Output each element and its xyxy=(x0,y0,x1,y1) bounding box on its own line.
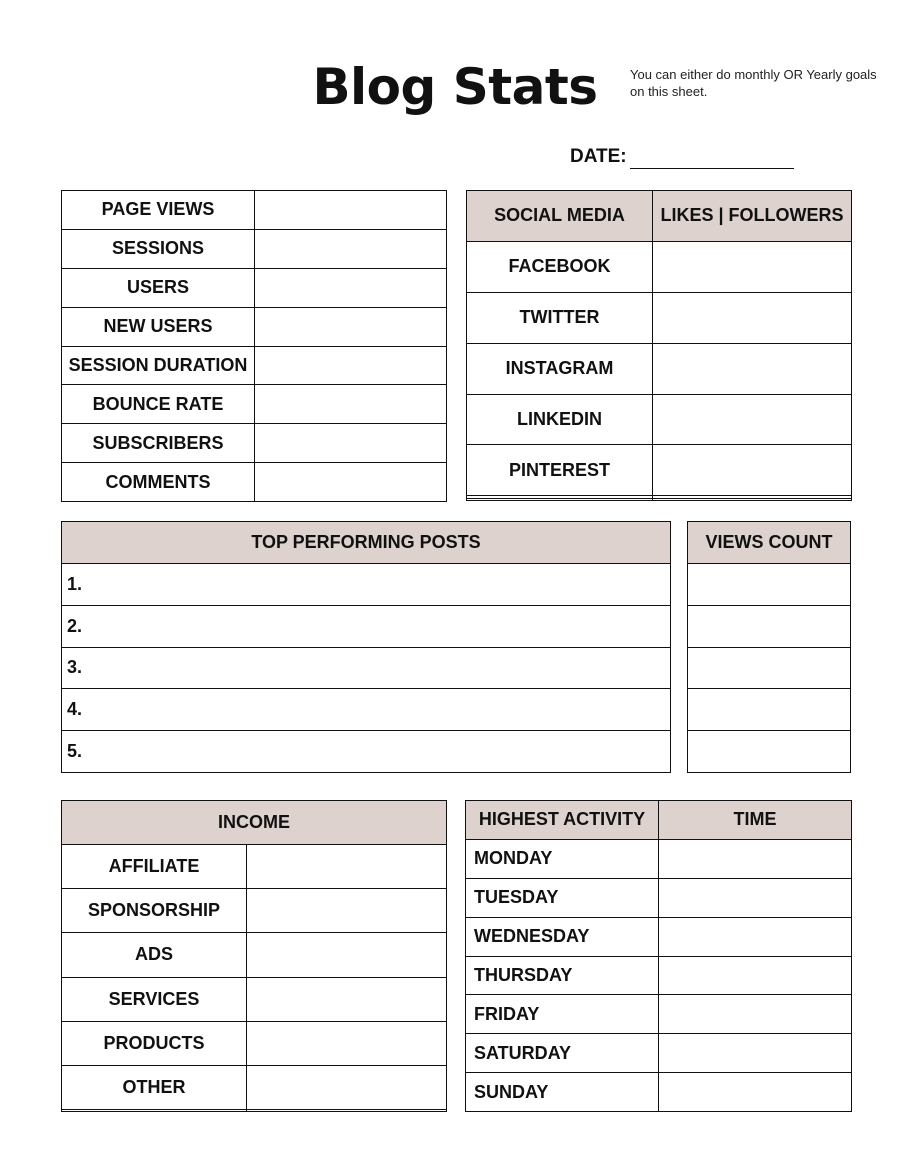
income-source-label[interactable] xyxy=(62,1109,247,1111)
likes-followers-header: LIKES | FOLLOWERS xyxy=(653,191,852,242)
table-header-row xyxy=(466,801,852,840)
social-platform-label: FACEBOOK xyxy=(467,241,653,292)
income-source-label: SPONSORSHIP xyxy=(62,889,247,933)
table-row xyxy=(62,731,671,773)
social-value-cell[interactable] xyxy=(653,445,852,496)
table-header-row xyxy=(688,522,851,564)
income-table xyxy=(61,800,447,1112)
table-row xyxy=(466,995,852,1034)
table-row xyxy=(467,292,852,343)
social-platform-label: TWITTER xyxy=(467,292,653,343)
table-row xyxy=(466,878,852,917)
table-row xyxy=(62,977,447,1021)
income-value-cell[interactable] xyxy=(247,1065,447,1109)
weekday-label: SUNDAY xyxy=(466,1073,659,1112)
social-platform-label: INSTAGRAM xyxy=(467,343,653,394)
time-cell[interactable] xyxy=(659,995,852,1034)
social-value-cell[interactable] xyxy=(653,394,852,445)
table-row xyxy=(62,1021,447,1065)
weekday-label: FRIDAY xyxy=(466,995,659,1034)
stat-label: NEW USERS xyxy=(62,307,255,346)
weekday-label: TUESDAY xyxy=(466,878,659,917)
income-source-label: AFFILIATE xyxy=(62,845,247,889)
stat-label: SESSIONS xyxy=(62,229,255,268)
instructions-note: You can either do monthly OR Yearly goals on this sheet. xyxy=(630,67,877,99)
income-source-label: SERVICES xyxy=(62,977,247,1021)
stat-label: SESSION DURATION xyxy=(62,346,255,385)
table-row xyxy=(62,268,447,307)
social-platform-label[interactable] xyxy=(467,498,653,500)
stats-table xyxy=(61,190,447,502)
income-source-label: ADS xyxy=(62,933,247,977)
table-row xyxy=(688,605,851,647)
table-row xyxy=(62,191,447,230)
table-row xyxy=(62,889,447,933)
social-value-cell[interactable] xyxy=(653,241,852,292)
table-header-row xyxy=(467,191,852,242)
income-value-cell[interactable] xyxy=(247,977,447,1021)
time-cell[interactable] xyxy=(659,917,852,956)
time-cell[interactable] xyxy=(659,1034,852,1073)
stat-value-cell[interactable] xyxy=(255,268,447,307)
table-row xyxy=(466,956,852,995)
post-entry[interactable]: 5. xyxy=(62,731,671,773)
table-row xyxy=(62,424,447,463)
table-row xyxy=(467,445,852,496)
table-row xyxy=(466,917,852,956)
time-cell[interactable] xyxy=(659,956,852,995)
weekday-label: SATURDAY xyxy=(466,1034,659,1073)
table-row xyxy=(62,346,447,385)
post-entry[interactable]: 3. xyxy=(62,647,671,689)
social-platform-label: PINTEREST xyxy=(467,445,653,496)
table-row xyxy=(62,564,671,606)
social-value-cell[interactable] xyxy=(653,498,852,500)
income-value-cell[interactable] xyxy=(247,889,447,933)
table-row xyxy=(62,307,447,346)
stat-value-cell[interactable] xyxy=(255,191,447,230)
stat-value-cell[interactable] xyxy=(255,229,447,268)
table-row xyxy=(62,1109,447,1111)
table-row xyxy=(62,647,671,689)
table-row xyxy=(62,385,447,424)
views-count-cell[interactable] xyxy=(688,731,851,773)
time-header: TIME xyxy=(659,801,852,840)
time-cell[interactable] xyxy=(659,1073,852,1112)
time-cell[interactable] xyxy=(659,878,852,917)
table-header-row xyxy=(62,522,671,564)
table-row xyxy=(62,1065,447,1109)
social-platform-label: LINKEDIN xyxy=(467,394,653,445)
views-count-header: VIEWS COUNT xyxy=(688,522,851,564)
post-entry[interactable]: 4. xyxy=(62,689,671,731)
social-media-table xyxy=(466,190,852,501)
social-media-header: SOCIAL MEDIA xyxy=(467,191,653,242)
time-cell[interactable] xyxy=(659,839,852,878)
income-source-label: PRODUCTS xyxy=(62,1021,247,1065)
income-value-cell[interactable] xyxy=(247,845,447,889)
table-row xyxy=(62,845,447,889)
income-value-cell[interactable] xyxy=(247,933,447,977)
date-label: DATE: xyxy=(570,146,627,167)
table-row xyxy=(62,933,447,977)
table-row xyxy=(466,1073,852,1112)
income-header: INCOME xyxy=(62,801,447,845)
post-entry[interactable]: 2. xyxy=(62,605,671,647)
highest-activity-header: HIGHEST ACTIVITY xyxy=(466,801,659,840)
activity-table xyxy=(465,800,852,1112)
stat-label: PAGE VIEWS xyxy=(62,191,255,230)
top-posts-table xyxy=(61,521,671,773)
table-row xyxy=(466,839,852,878)
stat-value-cell[interactable] xyxy=(255,307,447,346)
stat-value-cell[interactable] xyxy=(255,463,447,502)
social-value-cell[interactable] xyxy=(653,292,852,343)
table-row xyxy=(62,463,447,502)
table-row xyxy=(467,498,852,500)
table-row xyxy=(688,689,851,731)
weekday-label: THURSDAY xyxy=(466,956,659,995)
table-row xyxy=(62,689,671,731)
table-row xyxy=(467,343,852,394)
table-row xyxy=(466,1034,852,1073)
views-count-table xyxy=(687,521,851,773)
top-posts-header: TOP PERFORMING POSTS xyxy=(62,522,671,564)
stat-value-cell[interactable] xyxy=(255,385,447,424)
stat-value-cell[interactable] xyxy=(255,424,447,463)
table-row xyxy=(62,229,447,268)
date-field[interactable] xyxy=(630,168,794,169)
stat-label: COMMENTS xyxy=(62,463,255,502)
stat-label: SUBSCRIBERS xyxy=(62,424,255,463)
income-value-cell[interactable] xyxy=(247,1021,447,1065)
views-count-cell[interactable] xyxy=(688,689,851,731)
table-row xyxy=(688,564,851,606)
views-count-cell[interactable] xyxy=(688,647,851,689)
weekday-label: WEDNESDAY xyxy=(466,917,659,956)
income-source-label: OTHER xyxy=(62,1065,247,1109)
views-count-cell[interactable] xyxy=(688,564,851,606)
income-value-cell[interactable] xyxy=(247,1109,447,1111)
table-row xyxy=(62,605,671,647)
stat-label: BOUNCE RATE xyxy=(62,385,255,424)
table-row xyxy=(688,647,851,689)
views-count-cell[interactable] xyxy=(688,605,851,647)
weekday-label: MONDAY xyxy=(466,839,659,878)
social-value-cell[interactable] xyxy=(653,343,852,394)
table-header-row xyxy=(62,801,447,845)
table-row xyxy=(467,241,852,292)
post-entry[interactable]: 1. xyxy=(62,564,671,606)
stat-label: USERS xyxy=(62,268,255,307)
page-title: Blog Stats xyxy=(312,58,598,116)
table-row xyxy=(467,394,852,445)
table-row xyxy=(688,731,851,773)
stat-value-cell[interactable] xyxy=(255,346,447,385)
